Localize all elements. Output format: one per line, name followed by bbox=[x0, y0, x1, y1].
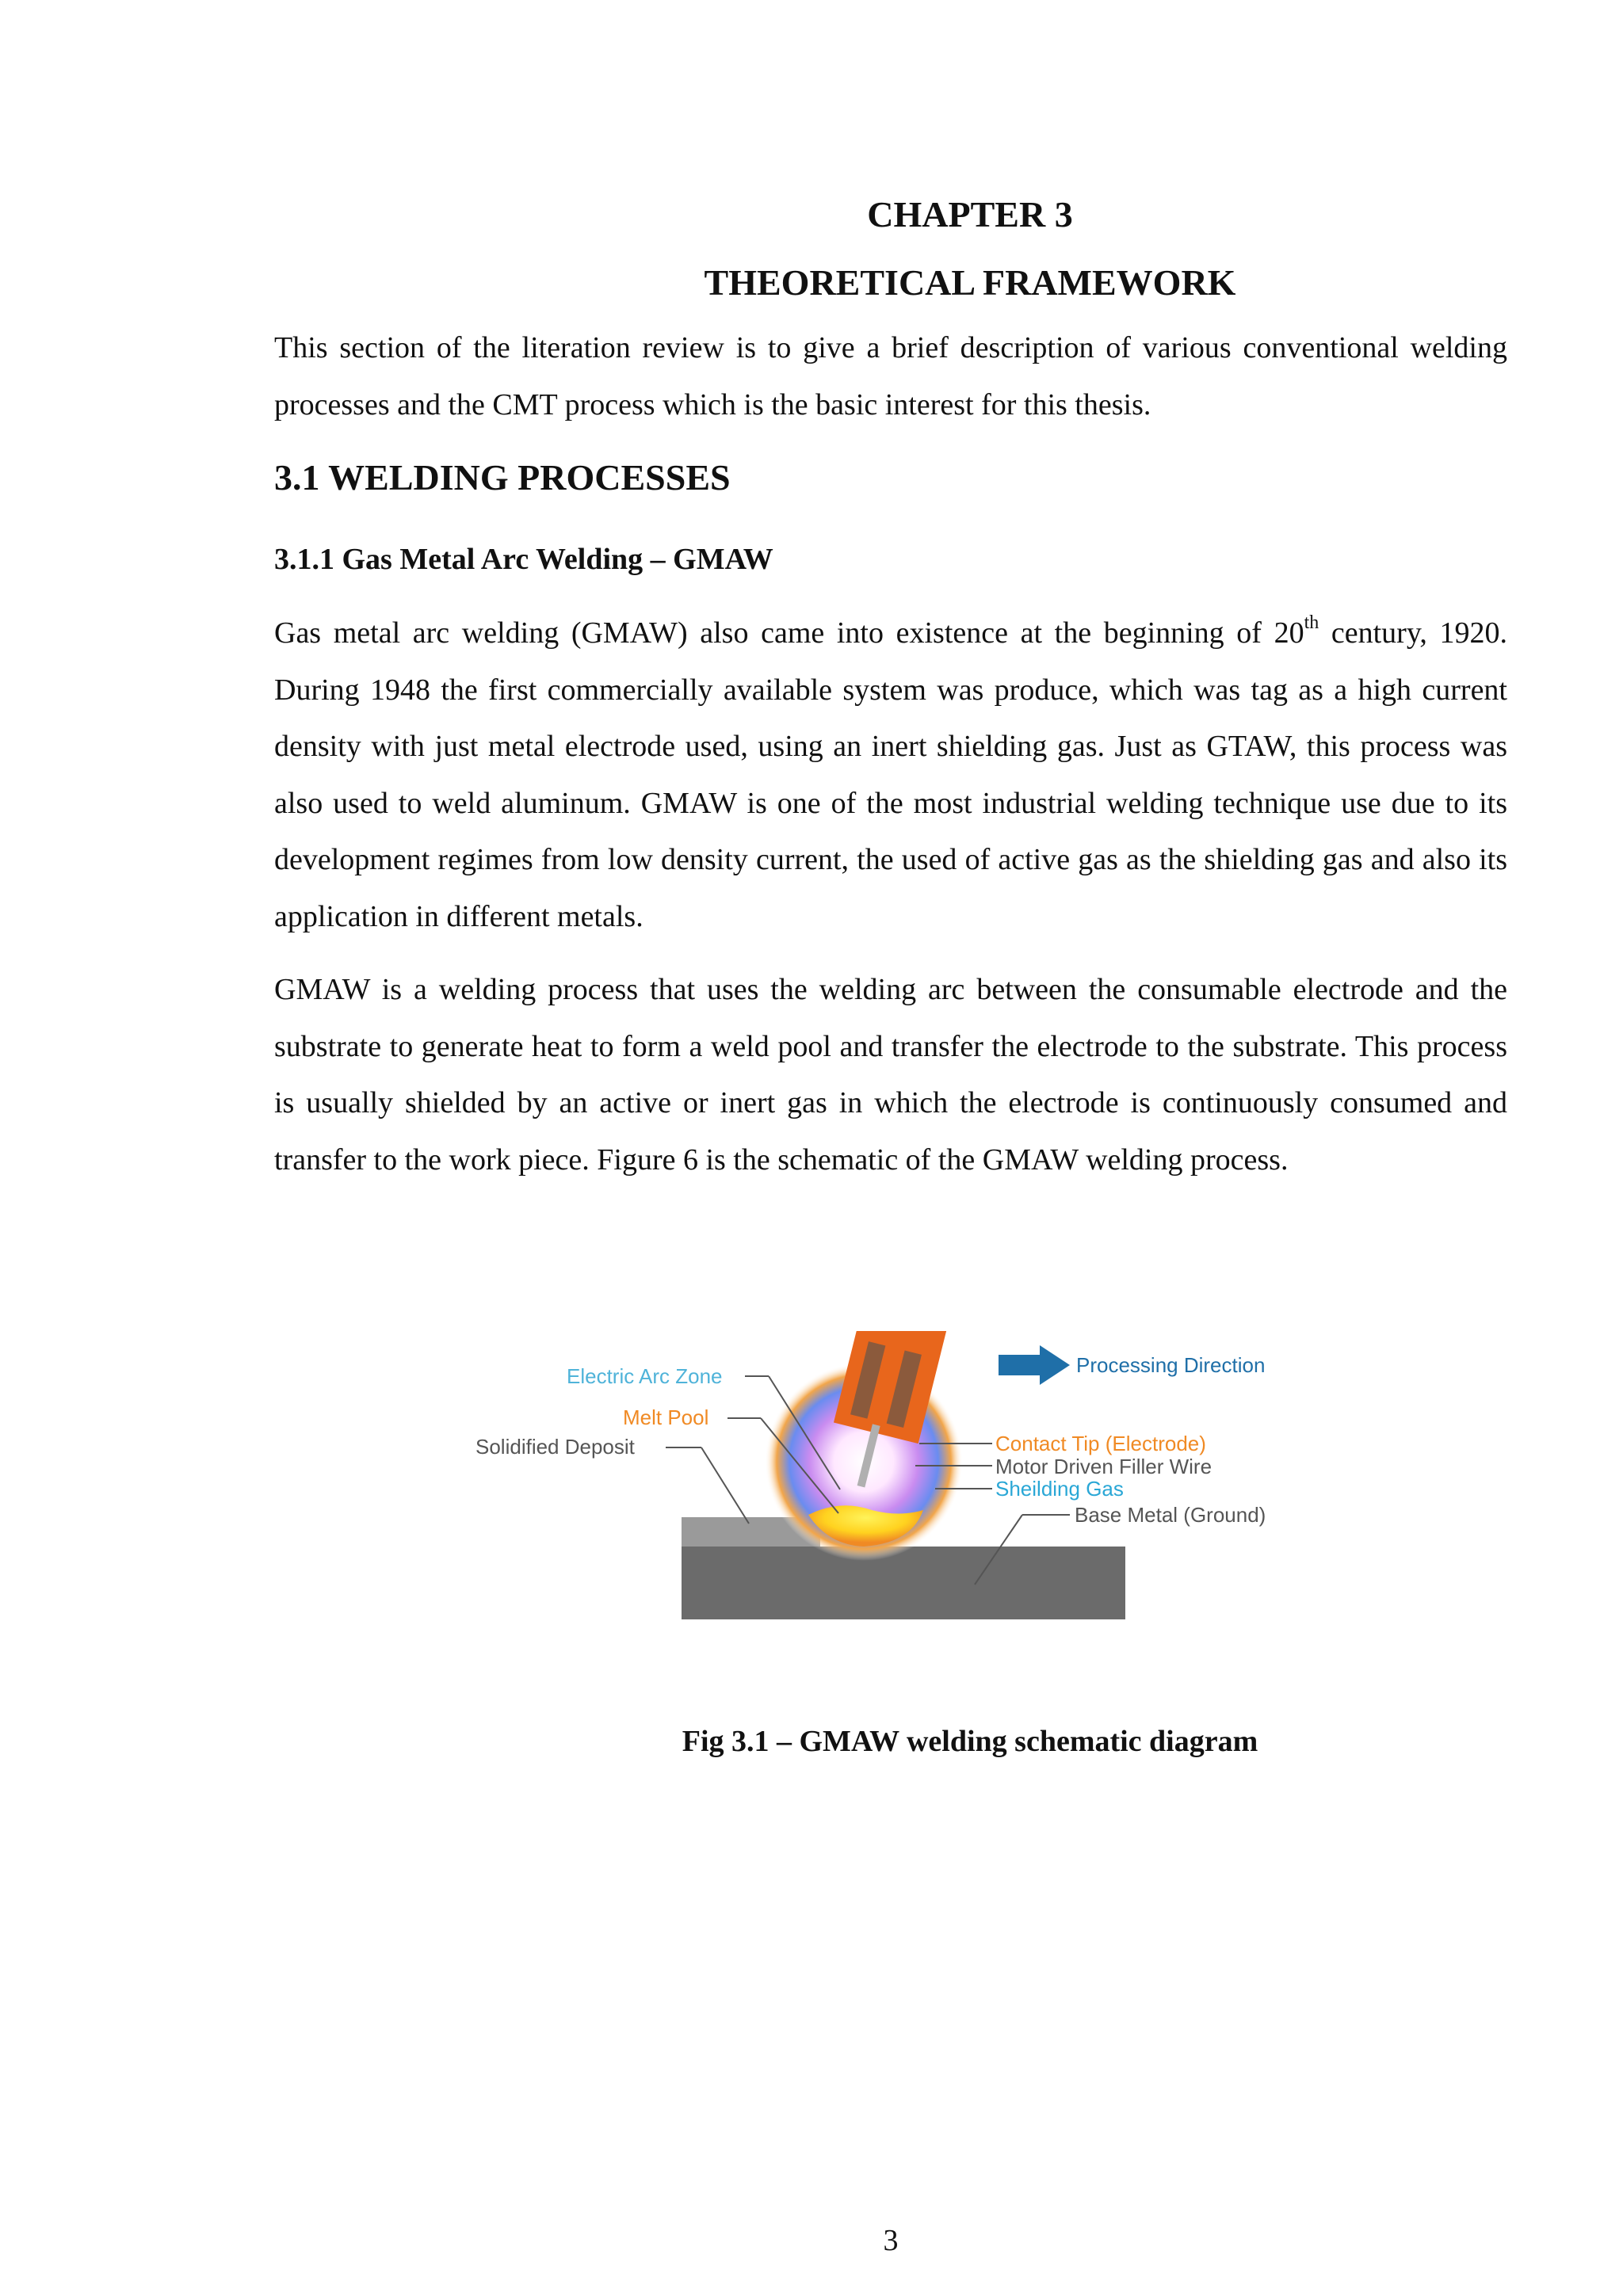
electric-arc-zone-label: Electric Arc Zone bbox=[567, 1364, 723, 1388]
chapter-number: CHAPTER 3 bbox=[867, 194, 1073, 235]
intro-paragraph bbox=[274, 320, 1507, 433]
processing-direction-arrow bbox=[999, 1345, 1070, 1385]
figure-caption: Fig 3.1 – GMAW welding schematic diagram bbox=[682, 1725, 1258, 1758]
page-number: 3 bbox=[883, 2224, 899, 2257]
filler-wire-label: Motor Driven Filler Wire bbox=[995, 1455, 1212, 1478]
chapter-title: THEORETICAL FRAMEWORK bbox=[704, 262, 1236, 303]
paragraph-2 bbox=[274, 962, 1507, 1188]
melt-pool-label: Melt Pool bbox=[623, 1405, 709, 1429]
paragraph-1-text bbox=[274, 605, 1507, 945]
paragraph-1-part-b: century, 1920. During 1948 the first commercially available system was produce, which was tag as a high current density with just metal electrode used, using an inert shielding gas. Just as GTAW, this process was also used to weld aluminum. GMAW is one of the most industrial welding technique use due to its development regimes from low density current, the used of active gas as the shielding gas and also its application in different metals. bbox=[274, 616, 1507, 933]
solidified-deposit-label: Solidified Deposit bbox=[475, 1435, 635, 1459]
section-heading: 3.1 WELDING PROCESSES bbox=[274, 457, 731, 498]
base-metal-block bbox=[682, 1547, 1125, 1619]
intro-text: This section of the literation review is to give a brief description of various conventional welding processes and the CMT process which is the basic interest for this thesis. bbox=[274, 331, 1507, 421]
base-metal-label: Base Metal (Ground) bbox=[1075, 1503, 1266, 1527]
superscript-th: th bbox=[1304, 612, 1319, 634]
contact-tip-label: Contact Tip (Electrode) bbox=[995, 1432, 1206, 1455]
processing-direction-label: Processing Direction bbox=[1076, 1353, 1266, 1377]
paragraph-2-text: GMAW is a welding process that uses the welding arc between the consumable electrode and the substrate to generate heat to form a weld pool and transfer the electrode to the substrate. This process is usually shielded by an active or inert gas in which the electrode is continuously consumed and transfer to the work piece. Figure 6 is the schematic of the GMAW welding process. bbox=[274, 973, 1507, 1177]
subsection-heading: 3.1.1 Gas Metal Arc Welding – GMAW bbox=[274, 543, 773, 576]
gmaw-schematic-figure bbox=[468, 1331, 1300, 1648]
paragraph-1-part-a: Gas metal arc welding (GMAW) also came into existence at the beginning of 20 bbox=[274, 616, 1304, 650]
shielding-gas-label: Sheilding Gas bbox=[995, 1477, 1124, 1501]
paragraph-1 bbox=[274, 605, 1507, 945]
